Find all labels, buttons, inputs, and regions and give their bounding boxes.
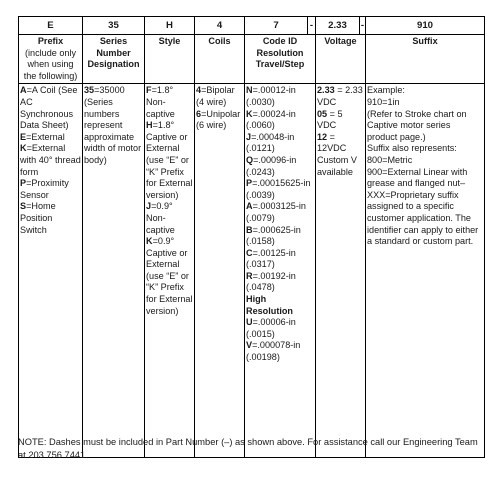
code-id-cell: [245, 84, 316, 458]
code-id-option: J=.00048-in (.0121): [246, 131, 295, 154]
assistance-note: NOTE: Dashes must be included in Part Number (–) as shown above. For assistance call our Engineering Team at 203 756 7441.: [18, 437, 478, 460]
code-cell-prefix: E: [19, 17, 83, 35]
part-number-table: [18, 16, 485, 458]
code-row: [19, 17, 485, 35]
suffix-line: Suffix also represents:: [367, 143, 457, 154]
header-style: [145, 35, 195, 84]
code-cell-style: H: [145, 17, 195, 35]
suffix-line: (Refer to Stroke chart on Captive motor series product page.): [367, 108, 467, 142]
header-prefix-subtitle: (include only when using the following): [23, 47, 78, 81]
prefix-option: A=A Coil (See AC Synchronous Data Sheet): [20, 85, 78, 131]
prefix-option: P=Proximity Sensor: [20, 178, 69, 200]
code-cell-dash: -: [360, 17, 366, 35]
code-cell-code-id: 7: [245, 17, 308, 35]
voltage-option: 12 = 12VDC: [317, 131, 347, 154]
header-suffix-title: Suffix: [412, 36, 438, 46]
code-id-option: N=.00012-in (.0030): [246, 85, 296, 107]
header-suffix: [366, 35, 485, 84]
code-cell-dash: -: [308, 17, 316, 35]
header-series-title: Series Number Designation: [87, 36, 140, 70]
voltage-option: Custom V available: [317, 154, 357, 177]
prefix-option: K=External with 40° thread form: [20, 143, 81, 177]
code-id-option: Q=.00096-in (.0243): [246, 154, 297, 177]
style-option: H=1.8° Captive or External (use “E” or “K” Prefix for External version): [146, 120, 193, 200]
prefix-option: E=External: [20, 131, 65, 142]
coils-option: 4=Bipolar (4 wire): [196, 85, 235, 107]
suffix-line: 800=Metric: [367, 154, 413, 165]
voltage-cell: [316, 84, 366, 458]
body-row: [19, 84, 485, 458]
series-option: 35=35000 (Series numbers represent approximate width of motor body): [84, 85, 142, 165]
header-series: [83, 35, 145, 84]
code-id-option: B=.000625-in (.0158): [246, 224, 301, 247]
prefix-cell: [19, 84, 83, 458]
code-id-option: P=.00015625-in (.0039): [246, 178, 311, 200]
header-coils: [195, 35, 245, 84]
coils-option: 6=Unipolar (6 wire): [196, 108, 241, 131]
code-id-option: U=.00006-in (.0015): [246, 317, 296, 339]
header-coils-title: Coils: [208, 36, 231, 46]
header-code-id-title: Code ID Resolution Travel/Step: [255, 36, 305, 70]
header-prefix-title: Prefix: [37, 36, 64, 46]
voltage-option: 05 = 5 VDC: [317, 108, 343, 131]
coils-cell: [195, 84, 245, 458]
suffix-cell: [366, 84, 485, 458]
code-id-option: V=.000078-in (.00198): [246, 340, 301, 363]
prefix-option: S=Home Position Switch: [20, 201, 56, 235]
code-id-option: C=.00125-in (.0317): [246, 247, 296, 270]
suffix-line: 900=External Linear with grease and flanged nut–: [367, 166, 468, 189]
header-style-title: Style: [158, 36, 181, 46]
style-cell: [145, 84, 195, 458]
voltage-option: 2.33 = 2.33 VDC: [317, 85, 363, 107]
style-option: J=0.9° Non-captive: [146, 201, 175, 235]
suffix-line: Example:: [367, 85, 405, 96]
header-voltage-title: Voltage: [324, 36, 357, 46]
code-cell-voltage: 2.33: [316, 17, 360, 35]
style-option: K=0.9° Captive or External (use “E” or “K” Prefix for External version): [146, 236, 193, 316]
suffix-line: XXX=Proprietary suffix assigned to a specific customer application. The identifier can apply to either a standard or custom part.: [367, 189, 479, 247]
header-prefix: [19, 35, 83, 84]
code-id-option: R=.00192-in (.0478): [246, 270, 296, 293]
code-id-option: K=.00024-in (.0060): [246, 108, 296, 131]
code-cell-coils: 4: [195, 17, 245, 35]
series-cell: [83, 84, 145, 458]
style-option: F=1.8° Non-captive: [146, 85, 175, 119]
suffix-line: 910=1in: [367, 96, 400, 107]
header-row: [19, 35, 485, 84]
code-id-option: A=.0003125-in (.0079): [246, 201, 306, 223]
code-cell-series: 35: [83, 17, 145, 35]
high-resolution-heading: High Resolution: [246, 294, 293, 316]
header-code-id: [245, 35, 316, 84]
code-cell-suffix: 910: [366, 17, 485, 35]
header-voltage: [316, 35, 366, 84]
